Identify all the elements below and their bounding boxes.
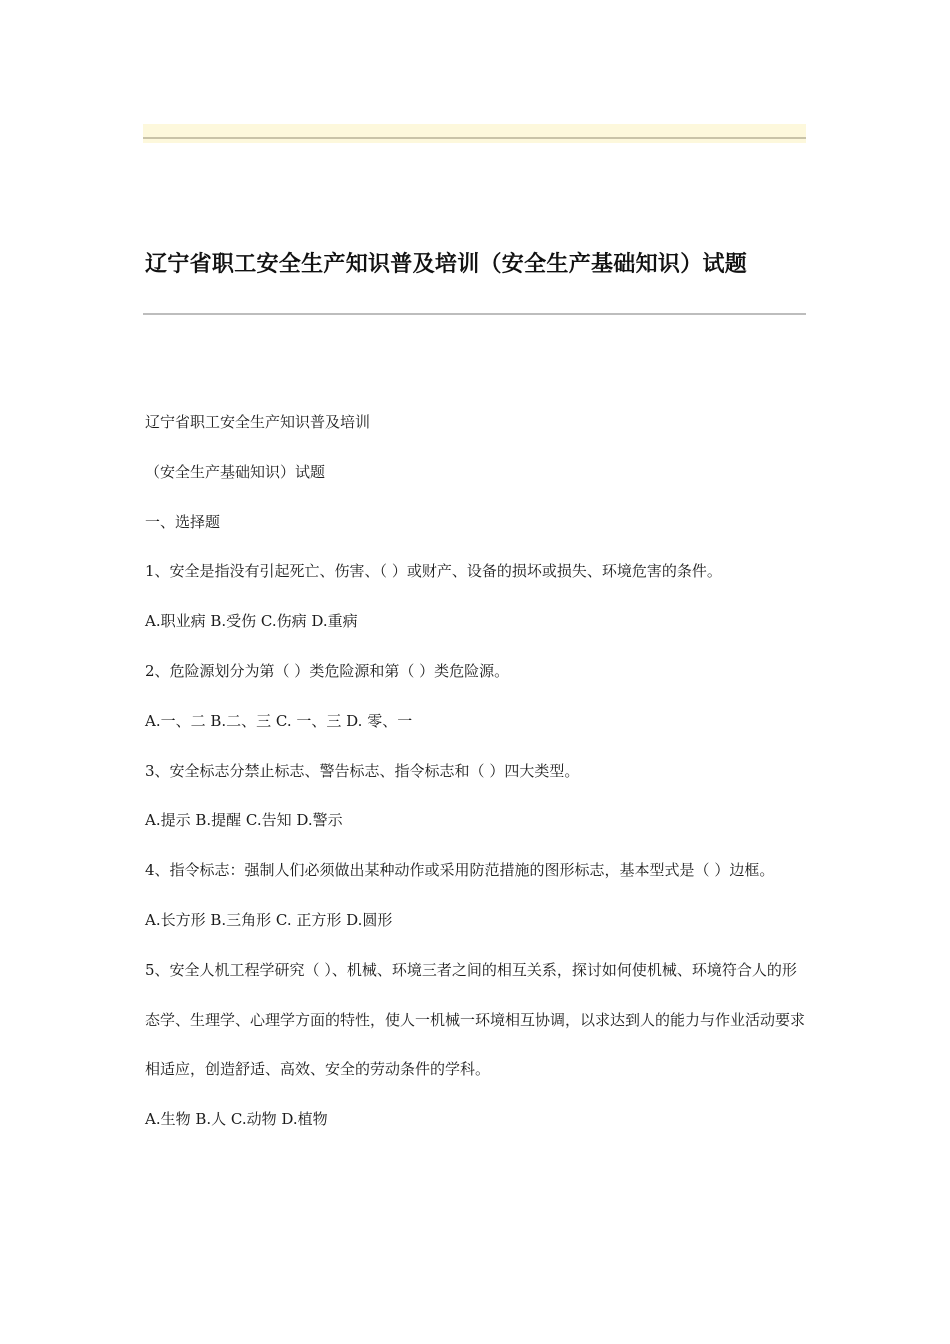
options-1: A.职业病 B.受伤 C.伤病 D.重病 <box>145 612 358 631</box>
subtitle-line-1: 辽宁省职工安全生产知识普及培训 <box>145 413 371 431</box>
options-3: A.提示 B.提醒 C.告知 D.警示 <box>145 811 343 830</box>
options-5: A.生物 B.人 C.动物 D.植物 <box>145 1110 328 1129</box>
question-2: 2、危险源划分为第（ ）类危险源和第（ ）类危险源。 <box>145 661 510 680</box>
header-divider <box>143 137 806 139</box>
title-divider <box>143 313 806 315</box>
section-heading: 一、选择题 <box>145 512 221 531</box>
document-body <box>145 398 807 1145</box>
page-title: 辽宁省职工安全生产知识普及培训（安全生产基础知识）试题 <box>145 252 748 277</box>
options-4: A.长方形 B.三角形 C. 正方形 D.圆形 <box>145 910 393 929</box>
header-banner <box>143 124 806 143</box>
question-1: 1、安全是指没有引起死亡、伤害、（ ）或财产、设备的损坏或损失、环境危害的条件。 <box>145 562 722 581</box>
question-4: 4、指令标志：强制人们必须做出某种动作或采用防范措施的图形标志，基本型式是（ ）边框。 <box>145 861 775 880</box>
subtitle-line-2: （安全生产基础知识）试题 <box>145 462 326 481</box>
options-2: A.一、二 B.二、三 C. 一、三 D. 零、一 <box>145 711 413 730</box>
question-3: 3、安全标志分禁止标志、警告标志、指令标志和（ ）四大类型。 <box>145 761 580 780</box>
question-5: 5、安全人机工程学研究（ ）、机械、环境三者之间的相互关系，探讨如何使机械、环境符合人的形态学、生理学、心理学方面的特性，使人一机械一环境相互协调，以求达到人的能力与作业活动要求相适应，创造舒适、高效、安全的劳动条件的学科。 <box>145 960 806 1079</box>
